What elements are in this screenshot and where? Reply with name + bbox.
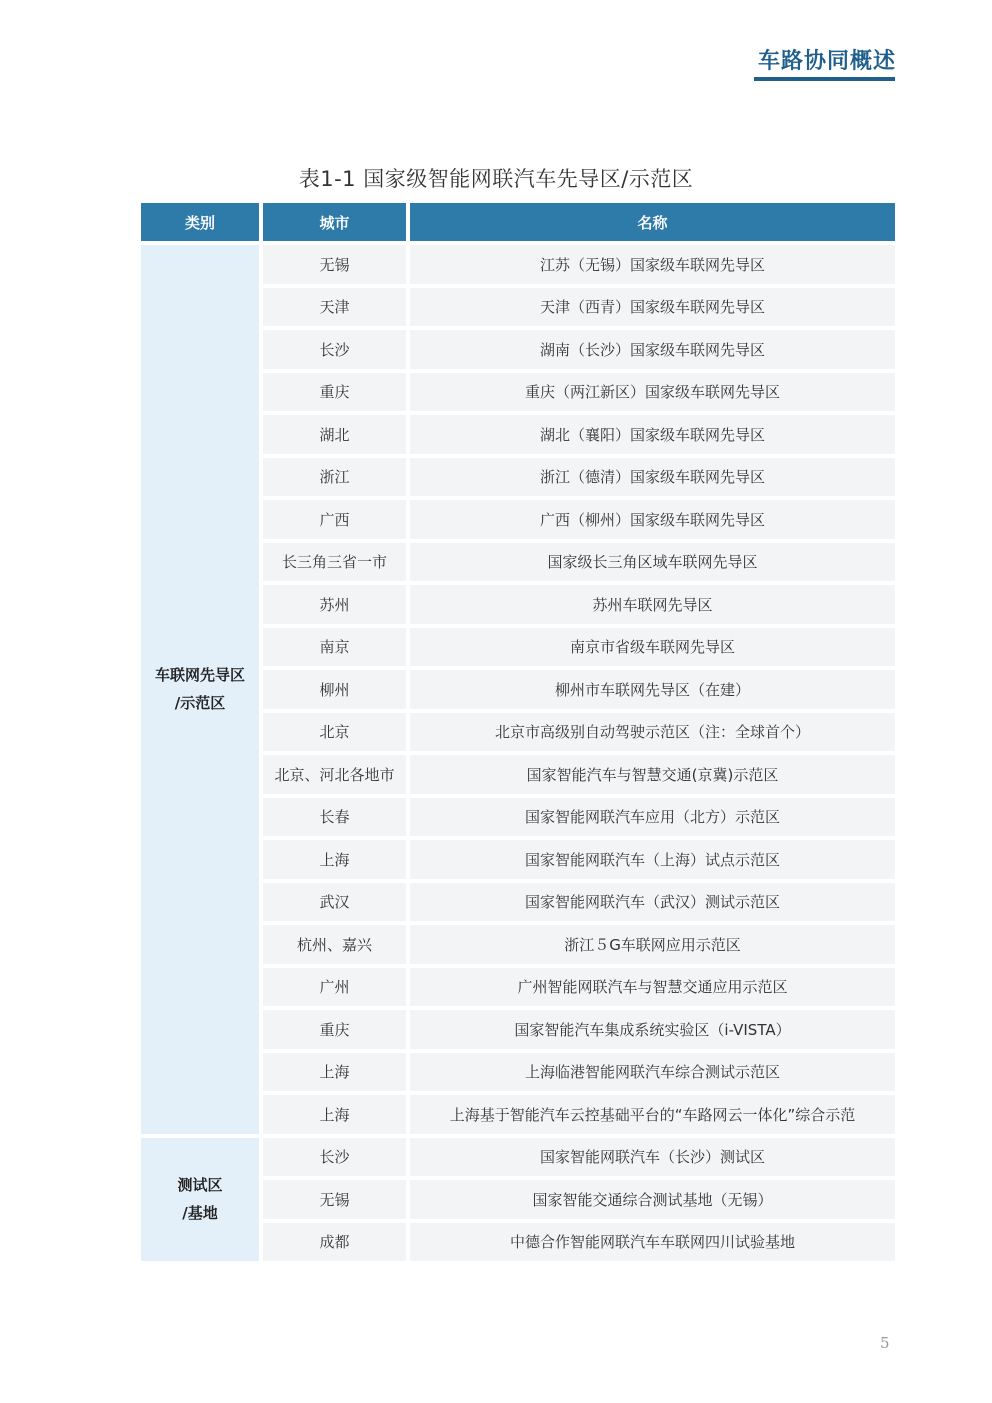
- zone-name-cell: 苏州车联网先导区: [410, 585, 895, 624]
- city-cell: 长沙: [263, 1138, 406, 1177]
- city-cell: 杭州、嘉兴: [263, 925, 406, 964]
- category-label-line1: 车联网先导区: [154, 666, 245, 685]
- city-cell: 成都: [263, 1223, 406, 1262]
- zone-name-cell: 国家智能网联汽车（长沙）测试区: [410, 1138, 895, 1177]
- city-cell: 上海: [263, 1053, 406, 1092]
- city-cell: 广州: [263, 968, 406, 1007]
- city-cell: 浙江: [263, 458, 406, 497]
- category-label-line2: /示范区: [174, 694, 226, 713]
- city-cell: 武汉: [263, 883, 406, 922]
- city-cell: 北京、河北各地市: [263, 755, 406, 794]
- zone-name-cell: 柳州市车联网先导区（在建）: [410, 670, 895, 709]
- column-header-city: 城市: [263, 203, 406, 241]
- zone-name-cell: 国家智能网联汽车（上海）试点示范区: [410, 840, 895, 879]
- column-header-name: 名称: [410, 203, 895, 241]
- city-cell: 长沙: [263, 330, 406, 369]
- column-header-category: 类别: [141, 203, 259, 241]
- category-cell: [141, 245, 259, 1134]
- zone-name-cell: 国家级长三角区域车联网先导区: [410, 543, 895, 582]
- city-cell: 广西: [263, 500, 406, 539]
- city-cell: 苏州: [263, 585, 406, 624]
- city-cell: 无锡: [263, 1180, 406, 1219]
- zone-name-cell: 浙江（德清）国家级车联网先导区: [410, 458, 895, 497]
- zone-name-cell: 国家智能汽车与智慧交通(京冀)示范区: [410, 755, 895, 794]
- demo-zone-table: [141, 203, 895, 1261]
- city-cell: 湖北: [263, 415, 406, 454]
- city-cell: 天津: [263, 288, 406, 327]
- section-header-title: 车路协同概述: [757, 49, 896, 74]
- zone-name-cell: 浙江５G车联网应用示范区: [410, 925, 895, 964]
- zone-name-cell: 国家智能交通综合测试基地（无锡）: [410, 1180, 895, 1219]
- zone-name-cell: 湖北（襄阳）国家级车联网先导区: [410, 415, 895, 454]
- category-label-line2: /基地: [182, 1204, 218, 1223]
- zone-name-cell: 江苏（无锡）国家级车联网先导区: [410, 245, 895, 284]
- city-cell: 重庆: [263, 1010, 406, 1049]
- zone-name-cell: 重庆（两江新区）国家级车联网先导区: [410, 373, 895, 412]
- section-header-rule: [754, 77, 895, 81]
- zone-name-cell: 上海基于智能汽车云控基础平台的“车路网云一体化”综合示范: [410, 1095, 895, 1134]
- category-cell: [141, 1138, 259, 1262]
- table-title: 表1-1 国家级智能网联汽车先导区/示范区: [298, 167, 694, 191]
- zone-name-cell: 中德合作智能网联汽车车联网四川试验基地: [410, 1223, 895, 1262]
- zone-name-cell: 上海临港智能网联汽车综合测试示范区: [410, 1053, 895, 1092]
- zone-name-cell: 南京市省级车联网先导区: [410, 628, 895, 667]
- city-cell: 长三角三省一市: [263, 543, 406, 582]
- zone-name-cell: 国家智能汽车集成系统实验区（i-VISTA）: [410, 1010, 895, 1049]
- city-cell: 无锡: [263, 245, 406, 284]
- zone-name-cell: 国家智能网联汽车（武汉）测试示范区: [410, 883, 895, 922]
- zone-name-cell: 湖南（长沙）国家级车联网先导区: [410, 330, 895, 369]
- page-number: 5: [880, 1334, 890, 1352]
- city-cell: 上海: [263, 1095, 406, 1134]
- zone-name-cell: 北京市高级别自动驾驶示范区（注：全球首个）: [410, 713, 895, 752]
- zone-name-cell: 国家智能网联汽车应用（北方）示范区: [410, 798, 895, 837]
- city-cell: 上海: [263, 840, 406, 879]
- city-cell: 重庆: [263, 373, 406, 412]
- zone-name-cell: 天津（西青）国家级车联网先导区: [410, 288, 895, 327]
- city-cell: 柳州: [263, 670, 406, 709]
- zone-name-cell: 广西（柳州）国家级车联网先导区: [410, 500, 895, 539]
- city-cell: 北京: [263, 713, 406, 752]
- city-cell: 南京: [263, 628, 406, 667]
- zone-name-cell: 广州智能网联汽车与智慧交通应用示范区: [410, 968, 895, 1007]
- city-cell: 长春: [263, 798, 406, 837]
- category-label-line1: 测试区: [177, 1176, 223, 1195]
